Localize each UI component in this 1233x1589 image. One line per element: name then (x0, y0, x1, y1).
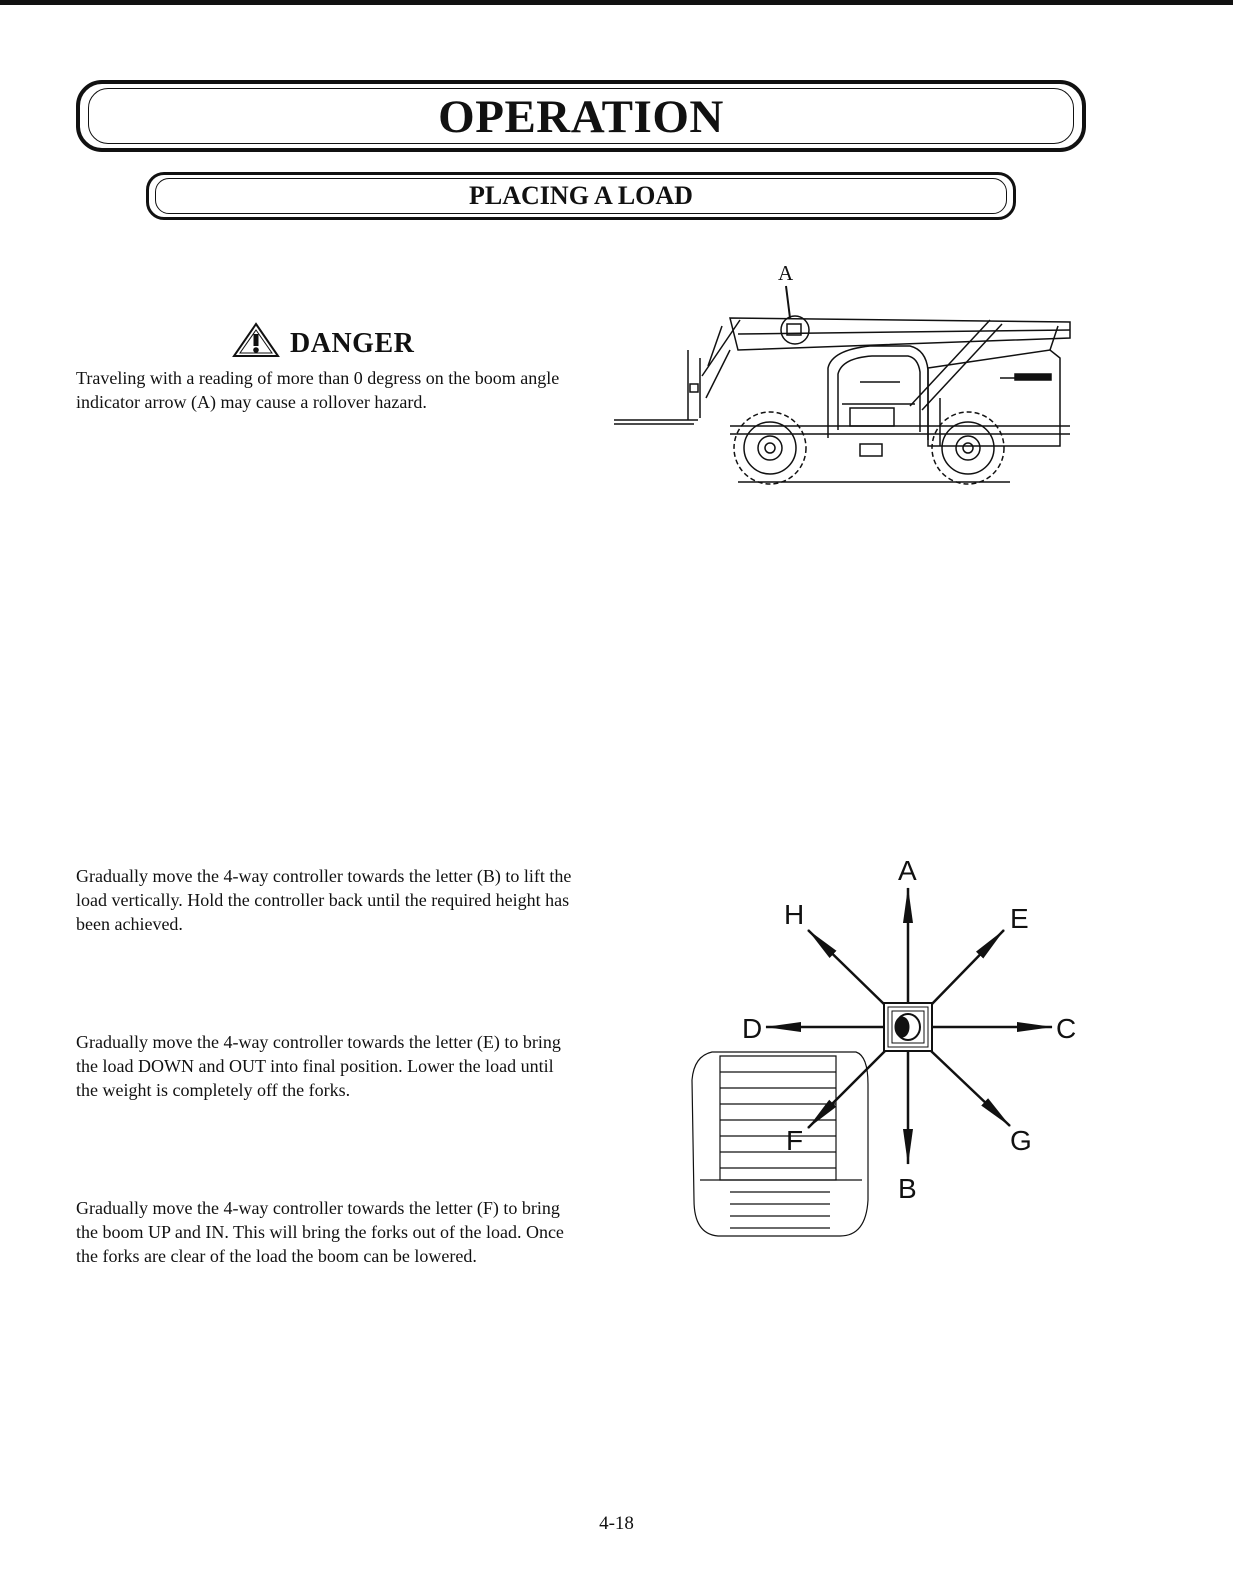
arrow-h (808, 930, 886, 1006)
danger-heading (232, 322, 414, 358)
controller-knob (884, 1003, 932, 1051)
subsection-title: PLACING A LOAD (469, 181, 693, 210)
telehandler-figure (610, 258, 1080, 490)
instruction-e: Gradually move the 4-way controller towards the letter (E) to bring the load DOWN and OUT into final position. Lower the load until the weight is completely off the forks. (76, 1032, 561, 1100)
label-a: A (898, 855, 917, 886)
label-e: E (1010, 903, 1029, 934)
label-g: G (1010, 1125, 1032, 1156)
arrow-e (930, 930, 1004, 1006)
controller-diagram (680, 850, 1100, 1250)
seat-outline (692, 1052, 868, 1236)
section-title: OPERATION (438, 91, 724, 143)
callout-a-label: A (778, 261, 794, 285)
label-b: B (898, 1173, 917, 1204)
section-banner (76, 80, 1086, 152)
label-f: F (786, 1125, 804, 1156)
instruction-b: Gradually move the 4-way controller towards the letter (B) to lift the load vertically. Hold the controller back until the required height has been achieved. (76, 866, 572, 934)
label-c: C (1056, 1013, 1077, 1044)
instruction-f: Gradually move the 4-way controller towards the letter (F) to bring the boom UP and IN. This will bring the forks out of the load. Once the forks are clear of the load the boom can be lowered. (76, 1198, 564, 1266)
label-d: D (742, 1013, 763, 1044)
top-rule (0, 0, 1233, 5)
warning-icon (232, 322, 280, 358)
subsection-banner (146, 172, 1016, 220)
danger-label: DANGER (290, 328, 415, 359)
label-h: H (784, 899, 805, 930)
arrow-g (930, 1050, 1010, 1126)
arrow-f (808, 1050, 886, 1128)
page-number: 4-18 (599, 1513, 634, 1534)
danger-text: Traveling with a reading of more than 0 degress on the boom angle indicator arrow (A) may cause a rollover hazard. (76, 368, 560, 412)
